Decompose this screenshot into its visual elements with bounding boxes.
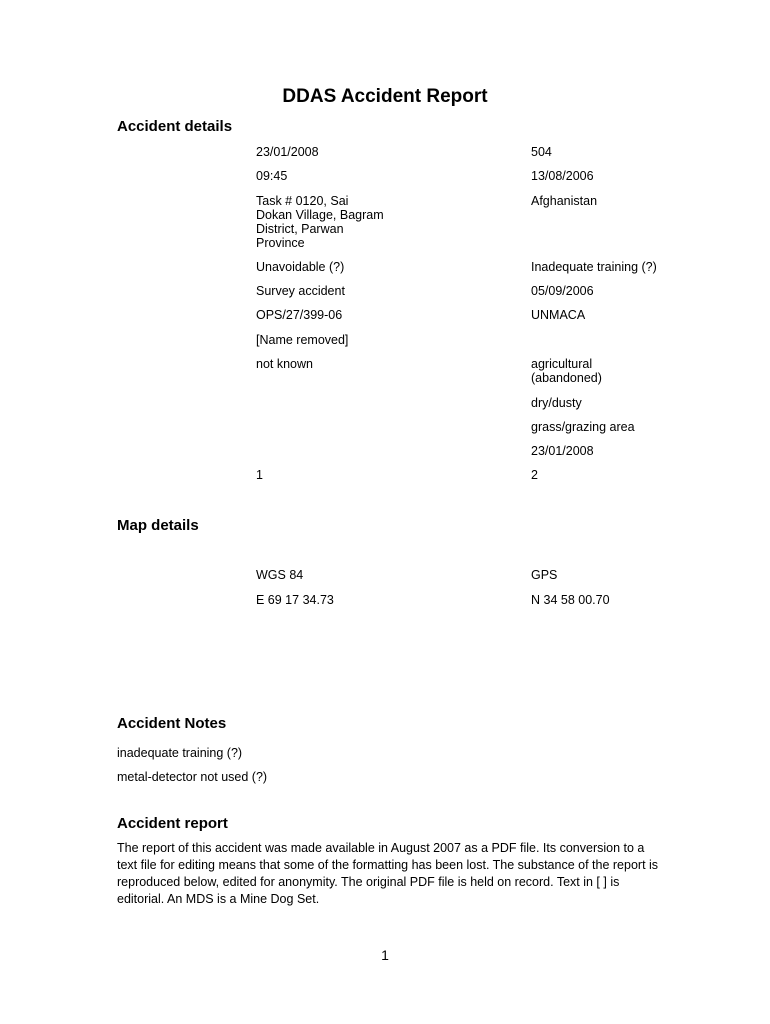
name-source-value: UNMACA [531,308,586,322]
victims-value: 1 [256,468,263,482]
ground-condition-item: agricultural [531,357,593,371]
documents-value: 2 [531,468,538,482]
ground-condition-item: (abandoned) [531,371,602,385]
ground-condition-item: grass/grazing area [531,420,635,434]
alt-coord-value: WGS 84 [256,568,304,582]
map-north-value: N 34 58 00.70 [531,593,610,607]
page-title: DDAS Accident Report [282,86,488,107]
note-item: metal-detector not used (?) [117,770,268,784]
note-item: inadequate training (?) [117,746,243,760]
where-line: Province [256,236,305,250]
where-line: District, Parwan [256,222,344,236]
secondary-cause-value: Inadequate training (?) [531,260,657,274]
date-modified-value: 23/01/2008 [531,444,594,458]
report-paragraph: The report of this accident was made available in August 2007 as a PDF file. Its conversion to a text file for editing means that some of the formatting has been lost. The substance of the report is reproduced below, edited for anonymity. The original PDF file is held on record. Text in [ ] is editorial. An MDS is a Mine Dog Set. [117,841,659,906]
ground-condition-item: dry/dusty [531,396,582,410]
accident-number-value: 504 [531,145,552,159]
primary-cause-value: Unavoidable (?) [256,260,345,274]
section-map-details: Map details [117,517,199,534]
where-line: Dokan Village, Bagram [256,208,384,222]
section-accident-report: Accident report [117,815,228,832]
where-line: Task # 0120, Sai [256,194,349,208]
id-source-value: OPS/27/399-06 [256,308,343,322]
accident-date-value: 13/08/2006 [531,169,594,183]
coords-fixed-value: GPS [531,568,558,582]
country-value: Afghanistan [531,194,598,208]
organisation-value: [Name removed] [256,333,349,347]
page-number: 1 [381,947,389,963]
section-accident-details: Accident details [117,118,233,135]
class-value: Survey accident [256,284,345,298]
report-date-value: 23/01/2008 [256,145,319,159]
mine-device-value: not known [256,357,313,371]
section-accident-notes: Accident Notes [117,715,227,732]
map-east-value: E 69 17 34.73 [256,593,334,607]
accident-time-value: 09:45 [256,169,288,183]
date-main-report-value: 05/09/2006 [531,284,594,298]
